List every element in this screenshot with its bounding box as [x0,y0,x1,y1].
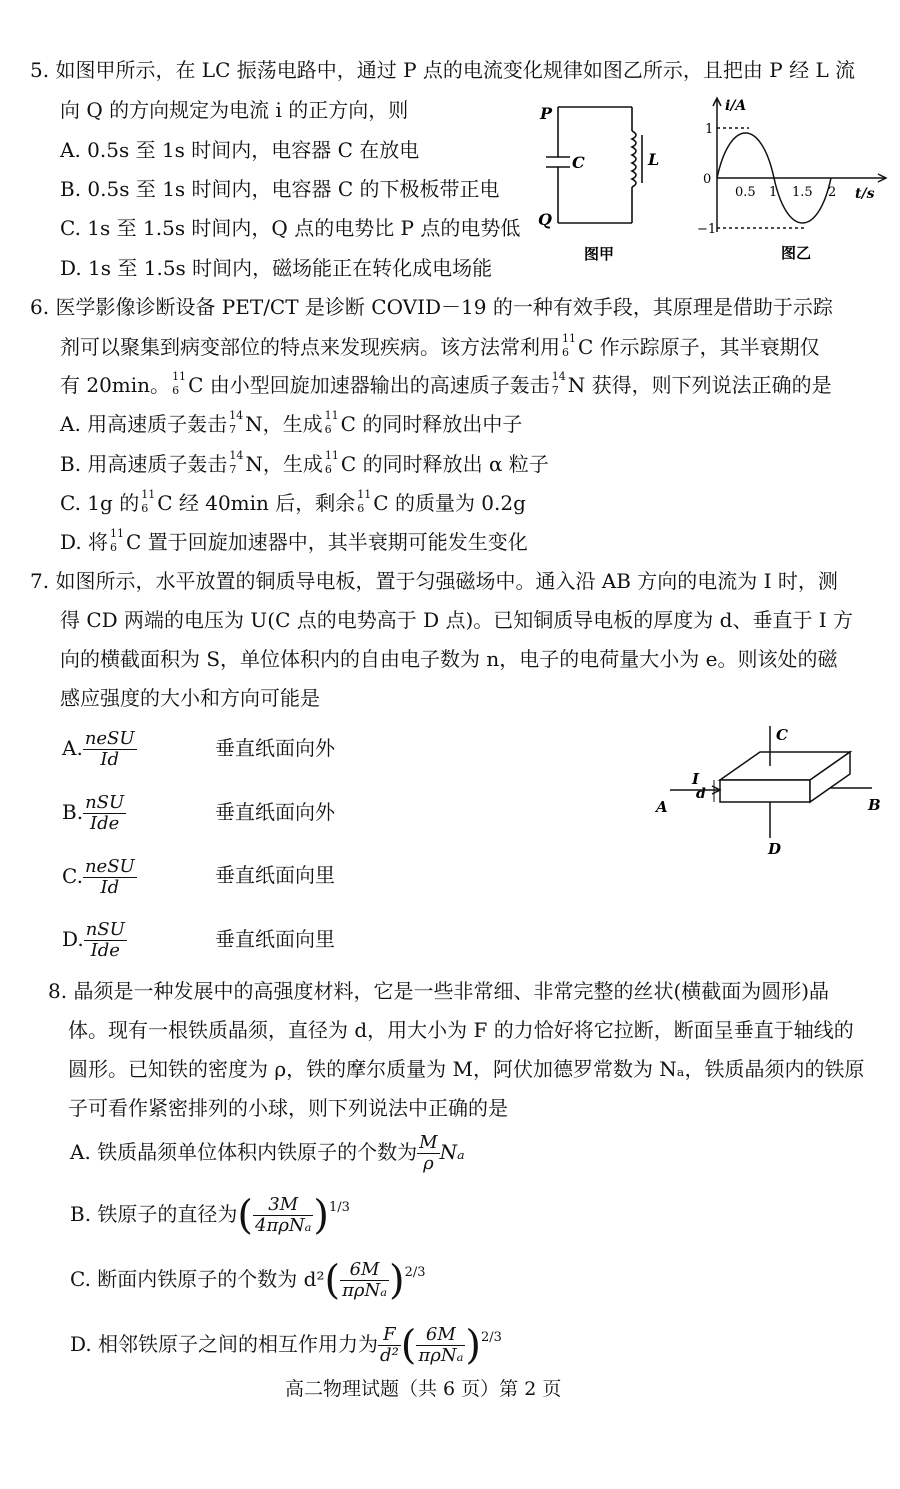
q5-circuit-figure [530,95,670,270]
q6-option-a: A. 用高速质子轰击 14 7 N，生成 11 6 C 的同时释放出中子 [60,409,523,436]
inductor-label: L [648,150,660,169]
x-tick-2: 2 [828,185,837,200]
q7-option-c-direction: 垂直纸面向里 [215,863,335,887]
q6-stem-line1: 6. 医学影像诊断设备 PET/CT 是诊断 COVID－19 的一种有效手段，其原理是借助于示踪 [30,295,833,319]
figure-jia-caption: 图甲 [584,245,615,263]
q5-option-c: C. 1s 至 1.5s 时间内，Q 点的电势比 P 点的电势低 [60,216,521,240]
figure-yi-caption: 图乙 [781,244,812,262]
point-c-label: C [776,726,788,744]
q5-option-a: A. 0.5s 至 1s 时间内，电容器 C 在放电 [60,138,420,162]
q7-stem-line4: 感应强度的大小和方向可能是 [60,686,320,710]
q8-option-d: D. 相邻铁原子之间的相互作用力为 $\frac{F}{\text{d²}}$ ( $\frac{6M}{\text{πρNₐ}}$ )$^{2/3}$ [70,1322,502,1369]
current-i-label: I [692,770,700,788]
q5-stem-line2: 向 Q 的方向规定为电流 i 的正方向，则 [60,98,409,122]
q7-option-a: A. $\frac{\text{neSU}}{Id}$ [62,728,135,770]
point-b-label: B [868,796,881,814]
q8-option-a: A. 铁质晶须单位体积内铁原子的个数为 $\frac{M}{\rho}$ Nₐ [70,1132,465,1174]
q7-plate-figure [650,720,890,860]
q8-stem-line3: 圆形。已知铁的密度为 ρ，铁的摩尔质量为 M，阿伏加德罗常数为 Nₐ，铁质晶须内的铁原 [68,1057,865,1081]
q6-stem-line2: 剂可以聚集到病变部位的特点来发现疾病。该方法常利用 11 6 C 作示踪原子，其半衰期仅 [60,332,820,359]
q5-current-graph [695,92,895,270]
q8-stem-line2: 体。现有一根铁质晶须，直径为 d，用大小为 F 的力恰好将它拉断，断面呈垂直于轴线的 [68,1018,854,1042]
x-tick-0-5: 0.5 [735,185,756,200]
q8-stem-line4: 子可看作紧密排列的小球，则下列说法中正确的是 [68,1096,508,1120]
point-p-label: P [540,104,553,123]
q8-stem-line1: 8. 晶须是一种发展中的高强度材料，它是一些非常细、非常完整的丝状(横截面为圆形)晶 [48,979,830,1003]
y-tick-neg1: −1 [697,222,717,237]
q8-option-b: B. 铁原子的直径为( $\frac{3M}{\text{4πρNₐ}}$ )$^{1/3}$ [70,1192,350,1239]
page-footer: 高二物理试题（共 6 页）第 2 页 [285,1378,562,1400]
y-tick-0: 0 [703,172,712,187]
thickness-d-label: d [696,786,706,802]
point-a-label: A [656,798,668,816]
capacitor-label: C [572,153,585,172]
q8-option-c: C. 断面内铁原子的个数为 d²( $\frac{6M}{\text{πρNₐ}}$ )$^{2/3}$ [70,1257,426,1304]
x-tick-1-5: 1.5 [792,185,813,200]
q5-option-d: D. 1s 至 1.5s 时间内，磁场能正在转化成电场能 [60,256,493,280]
q7-option-b-direction: 垂直纸面向外 [215,800,335,824]
q7-option-d-direction: 垂直纸面向里 [215,927,335,951]
q6-stem-line3: 有 20min。 11 6 C 由小型回旋加速器输出的高速质子轰击 14 7 N 获得，则下列说法正确的是 [60,370,832,397]
q7-option-d: D. $\frac{\text{nSU}}{\text{Ide}}$ [62,919,125,961]
q7-option-a-direction: 垂直纸面向外 [215,736,335,760]
q7-option-c: C. $\frac{\text{neSU}}{Id}$ [62,856,135,898]
q6-option-c: C. 1g 的 11 6 C 经 40min 后，剩余 11 6 C 的质量为 0.2g [60,488,526,515]
q6-option-b: B. 用高速质子轰击 14 7 N，生成 11 6 C 的同时释放出 α 粒子 [60,449,549,476]
y-axis-label: i/A [725,98,747,114]
nitrogen-14-nuclide: 14 7 [551,370,566,397]
x-tick-1: 1 [769,185,778,200]
point-d-label: D [768,840,782,858]
y-tick-1: 1 [705,122,714,137]
q6-option-d: D. 将 11 6 C 置于回旋加速器中，其半衰期可能发生变化 [60,527,528,554]
q5-stem-line1: 5. 如图甲所示，在 LC 振荡电路中，通过 P 点的电流变化规律如图乙所示，且把由 P 经 L 流 [30,58,856,82]
point-q-label: Q [538,210,552,229]
x-axis-label: t/s [855,186,875,202]
q7-stem-line1: 7. 如图所示，水平放置的铜质导电板，置于匀强磁场中。通入沿 AB 方向的电流为 I 时，测 [30,569,838,593]
q7-stem-line2: 得 CD 两端的电压为 U(C 点的电势高于 D 点)。已知铜质导电板的厚度为 d、垂直于 I 方 [60,608,854,632]
carbon-11-nuclide: 11 6 [562,332,576,359]
q5-option-b: B. 0.5s 至 1s 时间内，电容器 C 的下极板带正电 [60,177,500,201]
q7-stem-line3: 向的横截面积为 S，单位体积内的自由电子数为 n，电子的电荷量大小为 e。则该处的磁 [60,647,838,671]
q7-option-b: B. $\frac{\text{nSU}}{\text{Ide}}$ [62,792,125,834]
